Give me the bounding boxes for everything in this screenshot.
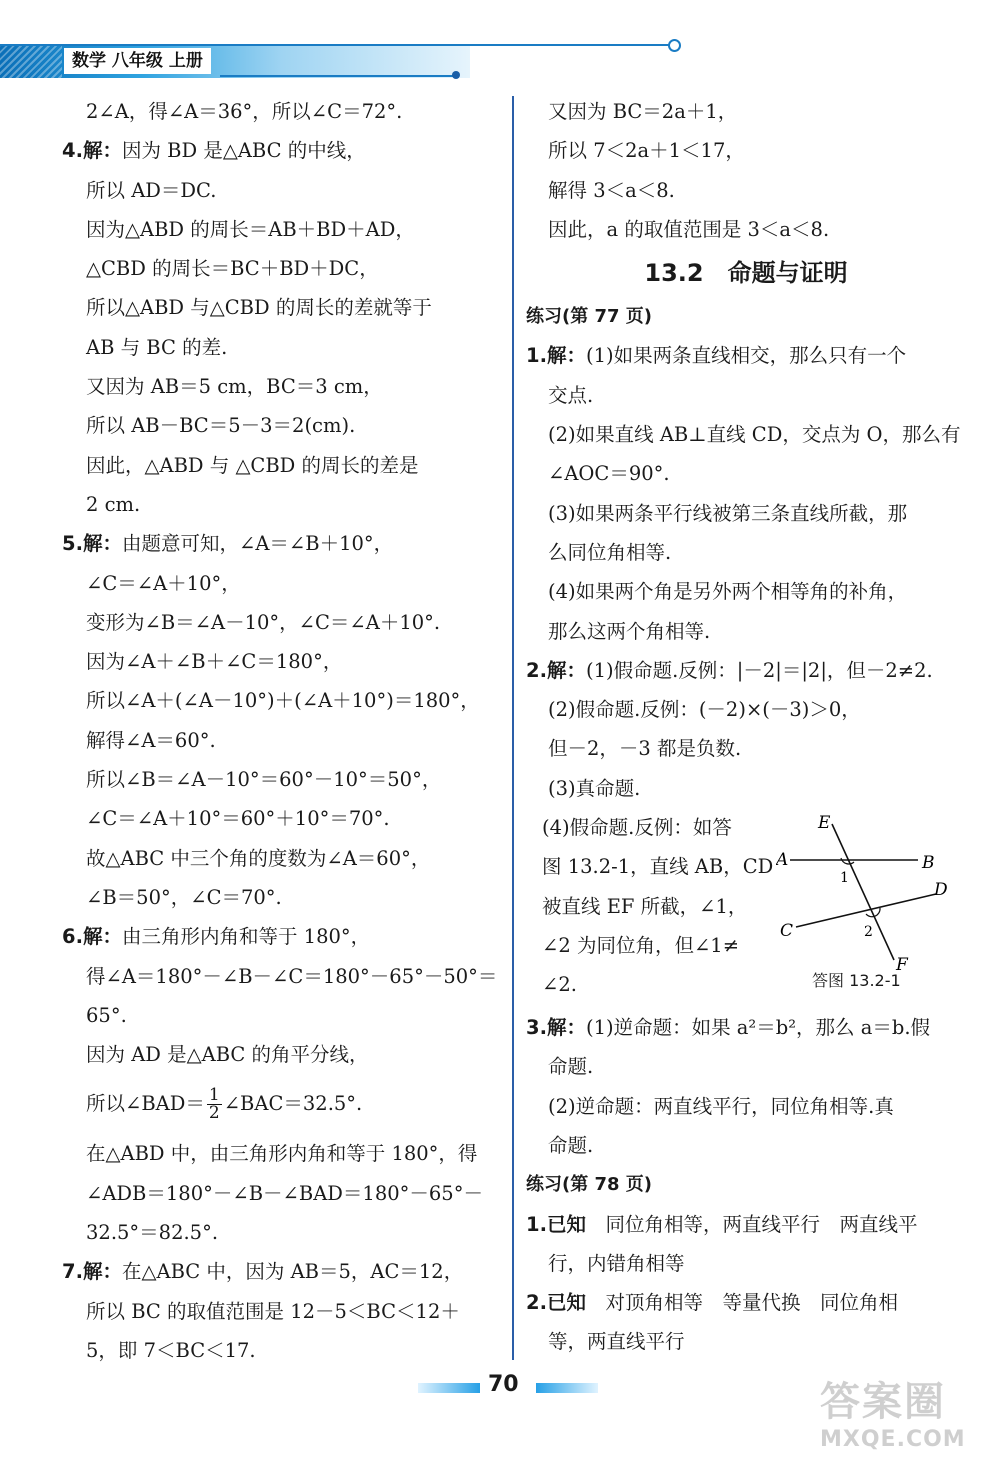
text-line: 故△ABC 中三个角的度数为∠A＝60°， (86, 846, 431, 870)
label-angle-2: 2 (864, 924, 873, 941)
text-line: 解得 3＜a＜8. (548, 178, 675, 202)
text-line: 等，两直线平行 (548, 1330, 685, 1354)
text-line: 所以∠BAD＝ $\frac{1}{2}$ ∠BAC＝32.5°. (86, 1084, 363, 1124)
text-line: (2)假命题.反例：(－2)×(－3)＞0， (548, 698, 861, 722)
label-d: D (934, 880, 948, 901)
text-line: 因此，a 的取值范围是 3＜a＜8. (548, 217, 830, 241)
question-number: 1.已知 (526, 1212, 586, 1236)
text-line: 所以 7＜2a＋1＜17， (548, 139, 745, 163)
text-line: (4)如果两个角是另外两个相等角的补角， (548, 580, 908, 604)
text-line: 么同位角相等. (548, 540, 672, 564)
header-ring-dot (668, 39, 681, 52)
text-line: 被直线 EF 所截，∠1， (542, 894, 748, 918)
text-line: ∠C＝∠A＋10°＝60°＋10°＝70°. (86, 807, 390, 831)
text-line: (2)逆命题：两直线平行，同位角相等.真 (548, 1094, 894, 1118)
text-line: 交点. (548, 383, 594, 407)
right-column (526, 92, 966, 1362)
text-line: 所以 AB－BC＝5－3＝2(cm). (86, 414, 356, 438)
text-line: 因此，△ABD 与 △CBD 的周长的差是 (86, 453, 419, 477)
question-number: 3.解： (526, 1016, 586, 1040)
question-number: 2.解： (526, 658, 586, 682)
text-line: AB 与 BC 的差. (86, 335, 228, 359)
label-e: E (818, 813, 831, 834)
text-line: 命题. (548, 1133, 594, 1157)
text-line: 又因为 BC＝2a＋1， (548, 100, 738, 123)
label-c: C (780, 921, 794, 942)
text-line: 所以△ABD 与△CBD 的周长的差就等于 (86, 296, 432, 320)
text-line: ∠2 为同位角，但∠1≠ (542, 933, 740, 957)
watermark-line-2: MXQE.COM (820, 1427, 966, 1452)
right-bottom-block (526, 1008, 966, 1165)
text-line: 但－2，－3 都是负数. (548, 737, 742, 761)
text-line: 32.5°＝82.5°. (86, 1221, 219, 1245)
text-line: (3)真命题. (548, 776, 641, 800)
text-line: 4.解：因为 BD 是△ABC 的中线， (62, 139, 366, 163)
left-column (62, 92, 504, 1370)
figure-caption: 答图 13.2-1 (812, 971, 901, 991)
right-mid-block (526, 336, 966, 808)
practice-heading-77: 练习(第 77 页) (526, 306, 653, 328)
text-line: 又因为 AB＝5 cm，BC＝3 cm， (86, 375, 383, 399)
text-line: (3)如果两条平行线被第三条直线所截，那 (548, 501, 908, 525)
text-line: (2)如果直线 AB⊥直线 CD，交点为 O，那么有 (548, 423, 961, 447)
header-hatch (0, 44, 62, 78)
text-line: 2 cm. (86, 492, 141, 516)
question-number: 2.已知 (526, 1291, 586, 1315)
text-line: 所以 AD＝DC. (86, 178, 217, 202)
text-line: 图 13.2-1，直线 AB，CD (542, 855, 774, 879)
header-rule (0, 44, 670, 46)
label-a: A (776, 850, 789, 871)
text-line: △CBD 的周长＝BC＋BD＋DC， (86, 257, 379, 281)
text-line: 因为 AD 是△ABC 的角平分线， (86, 1043, 369, 1067)
book-title: 数学 八年级 上册 (64, 48, 211, 74)
text-line: 7.解：在△ABC 中，因为 AB＝5，AC＝12， (62, 1260, 464, 1284)
question-number: 1.解： (526, 344, 586, 368)
text-line: ∠B＝50°，∠C＝70°. (86, 885, 282, 909)
fraction (207, 1084, 222, 1124)
text-line: 所以∠A＋(∠A－10°)＋(∠A＋10°)＝180°， (86, 689, 480, 713)
text-line: ∠2. (542, 973, 577, 997)
text-line: 2.已知 对顶角相等 等量代换 同位角相 (526, 1291, 898, 1315)
watermark (820, 1370, 1000, 1468)
text-line: 65°. (86, 1003, 127, 1027)
line-ef (832, 824, 894, 960)
right-end-block (526, 1205, 966, 1362)
header-dot (452, 71, 460, 79)
text-line: 解得∠A＝60°. (86, 728, 216, 752)
column-divider (512, 96, 514, 1360)
text-line: 变形为∠B＝∠A－10°，∠C＝∠A＋10°. (86, 610, 441, 634)
text-line: 5，即 7＜BC＜17. (86, 1338, 256, 1362)
text-line: ∠ADB＝180°－∠B－∠BAD＝180°－65°－ (86, 1181, 483, 1205)
section-title: 13.2 命题与证明 (644, 259, 848, 288)
page-number: 70 (488, 1372, 519, 1397)
text-line: ∠AOC＝90°. (548, 462, 670, 486)
question-number: 4.解： (62, 139, 122, 163)
label-f: F (896, 955, 908, 976)
text-line: 命题. (548, 1055, 594, 1079)
text-line: 6.解：由三角形内角和等于 180°， (62, 925, 371, 949)
text-line: 1.解：(1)如果两条直线相交，那么只有一个 (526, 344, 907, 368)
text-line: 在△ABD 中，由三角形内角和等于 180°，得 (86, 1142, 478, 1166)
text-line: 因为△ABD 的周长＝AB＋BD＋AD， (86, 217, 415, 241)
text-line: 5.解：由题意可知，∠A＝∠B＋10°， (62, 532, 394, 556)
text-line: 3.解：(1)逆命题：如果 a²＝b²，那么 a＝b.假 (526, 1016, 931, 1040)
practice-heading-78: 练习(第 78 页) (526, 1174, 653, 1196)
question-number: 7.解： (62, 1260, 122, 1284)
text-line: 行，内错角相等 (548, 1251, 685, 1275)
watermark-line-1: 答案圈 (820, 1379, 946, 1425)
text-line: 所以 BC 的取值范围是 12－5＜BC＜12＋ (86, 1299, 460, 1323)
header-rule-2 (220, 75, 456, 77)
question-number: 5.解： (62, 532, 122, 556)
text-line: 所以∠B＝∠A－10°＝60°－10°＝50°， (86, 768, 442, 792)
text-line: ∠C＝∠A＋10°， (86, 571, 241, 595)
footer-bar-right (536, 1383, 598, 1393)
figure-block (526, 808, 966, 1008)
text-line: (4)假命题.反例：如答 (542, 816, 732, 840)
text-line: 得∠A＝180°－∠B－∠C＝180°－65°－50°＝ (86, 964, 498, 988)
text-line: 2.解：(1)假命题.反例：|－2|＝|2|，但－2≠2. (526, 658, 933, 682)
label-angle-1: 1 (840, 870, 849, 887)
text-line: 2∠A，得∠A＝36°，所以∠C＝72°. (86, 100, 403, 123)
fraction-denominator: 2 (208, 1103, 220, 1124)
right-top-block (526, 92, 966, 249)
label-b: B (922, 853, 935, 874)
text-line: 因为∠A＋∠B＋∠C＝180°， (86, 650, 343, 674)
text-line: 1.已知 同位角相等，两直线平行 两直线平 (526, 1212, 918, 1236)
question-number: 6.解： (62, 925, 122, 949)
fraction-numerator: 1 (208, 1084, 220, 1105)
text-line: 那么这两个角相等. (548, 619, 711, 643)
footer-bar-left (418, 1383, 480, 1393)
figure-side-text (542, 808, 772, 1004)
